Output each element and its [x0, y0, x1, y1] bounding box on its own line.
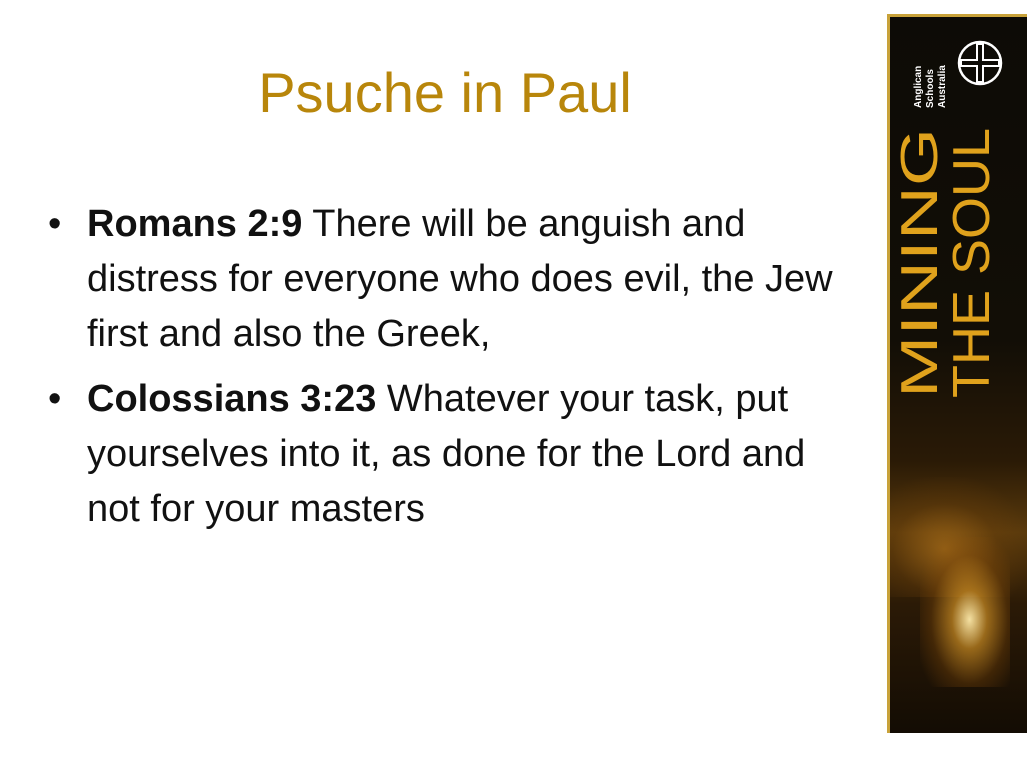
- bullet-icon: •: [48, 378, 62, 420]
- bullet-icon: •: [48, 203, 62, 245]
- school-line-2: Schools: [925, 69, 936, 108]
- mining-the-soul-banner: [887, 14, 1027, 733]
- verse-reference: Colossians 3:23: [87, 378, 377, 420]
- verse-text: There will be anguish and distress for everyone who does evil, the Jew first and also the Greek,: [87, 203, 833, 355]
- list-item: [44, 372, 864, 537]
- school-name-logo: [910, 43, 952, 115]
- mine-lamp-glow: [920, 537, 1010, 687]
- slide-title: Psuche in Paul: [258, 61, 632, 124]
- banner-title-line-1: MINING: [891, 210, 949, 398]
- banner-title: [891, 113, 1020, 403]
- school-line-1: Anglican: [913, 65, 924, 108]
- list-item: [44, 197, 864, 362]
- cross-crest-icon: [956, 39, 1004, 87]
- school-line-3: Australia: [937, 65, 948, 108]
- verse-reference: Romans 2:9: [87, 203, 303, 245]
- bullet-list: [44, 197, 864, 547]
- banner-title-line-2: THE SOUL: [943, 137, 1001, 398]
- verse-text: Whatever your task, put yourselves into it, as done for the Lord and not for your masters: [87, 378, 806, 530]
